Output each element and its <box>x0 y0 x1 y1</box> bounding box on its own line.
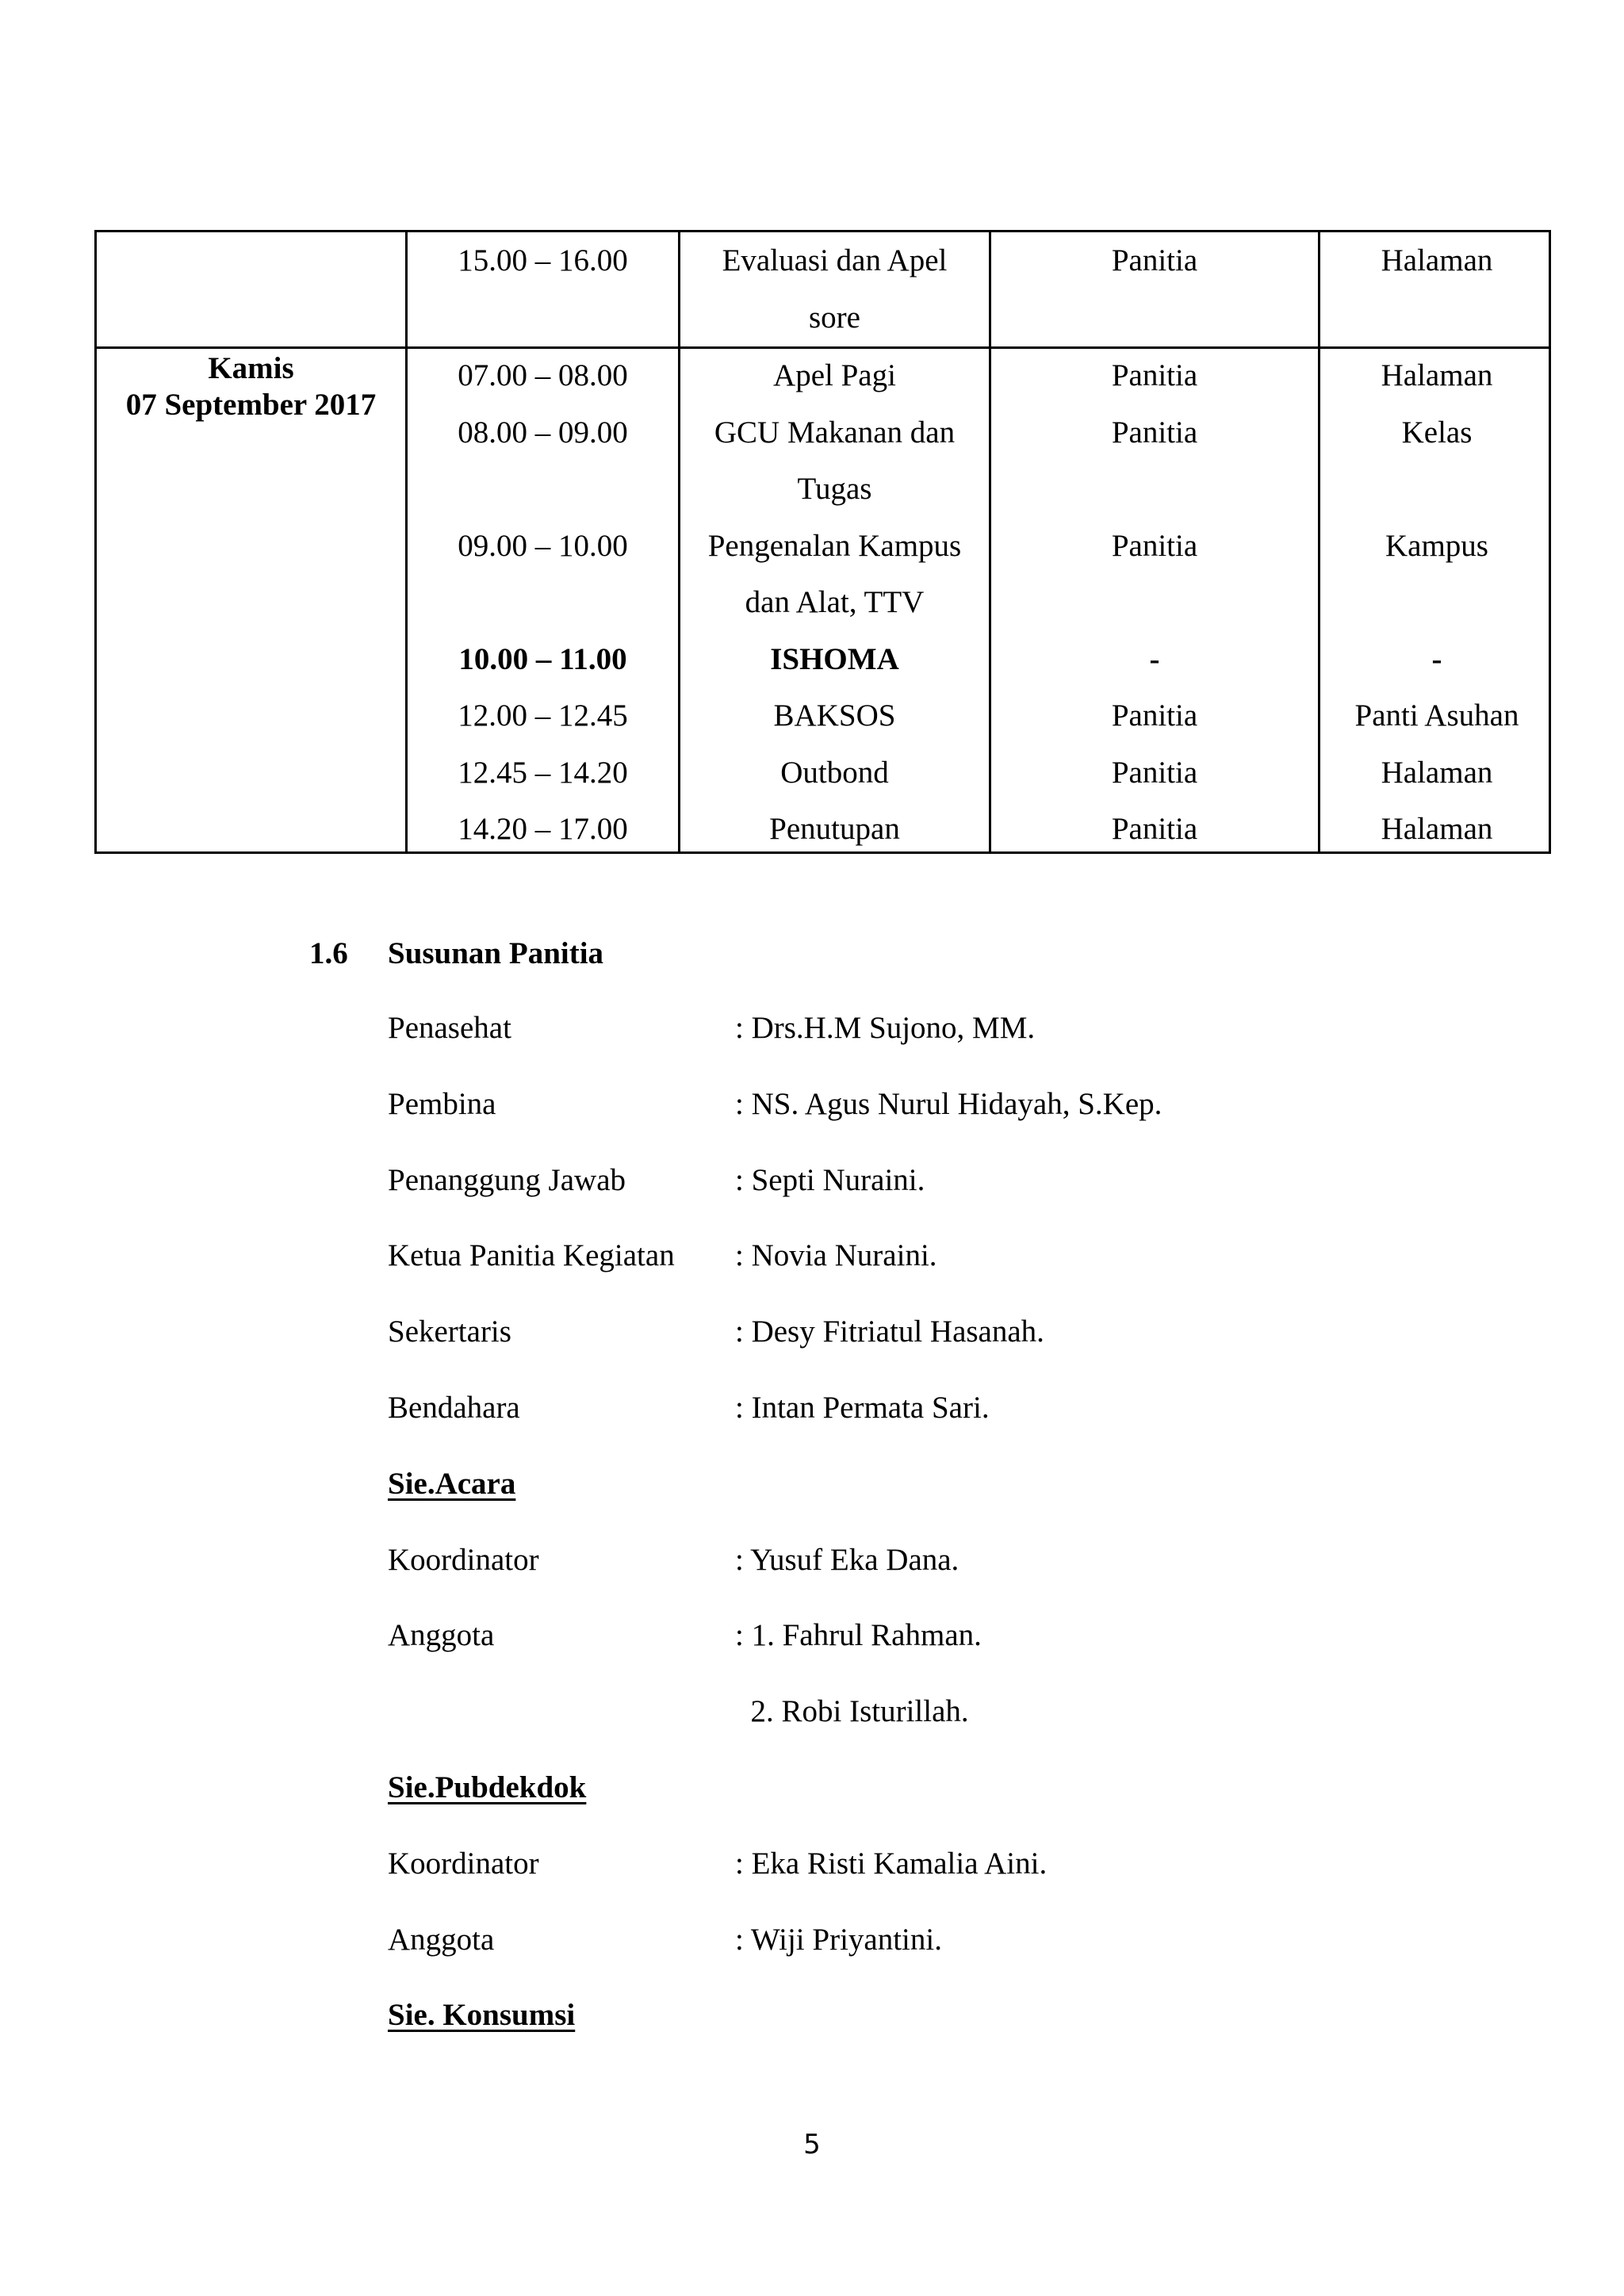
pic-cell: Panitia <box>1111 812 1198 846</box>
role-label: Koordinator <box>388 1542 539 1577</box>
place-cell: - <box>1431 641 1442 676</box>
member-name: : Intan Permata Sari. <box>735 1391 990 1425</box>
role-label: Ketua Panitia Kegiatan <box>388 1238 675 1273</box>
member-name: : NS. Agus Nurul Hidayah, S.Kep. <box>735 1086 1162 1121</box>
role-label: Anggota <box>388 1922 495 1957</box>
place-cell: Kelas <box>1401 415 1473 450</box>
time-cell: 12.00 – 12.45 <box>458 698 628 733</box>
pic-cell: Panitia <box>1111 415 1198 450</box>
day-date: 07 September 2017 <box>125 388 377 422</box>
role-label: Sekertaris <box>388 1314 511 1349</box>
member-name: : Desy Fitriatul Hasanah. <box>735 1314 1044 1349</box>
section-number: 1.6 <box>309 936 348 970</box>
member-name: : Drs.H.M Sujono, MM. <box>735 1011 1036 1045</box>
place-cell: Halaman <box>1381 812 1493 846</box>
time-cell: 08.00 – 09.00 <box>458 415 628 450</box>
activity-cell: Penutupan <box>769 812 900 846</box>
activity-cell: GCU Makanan dan <box>714 415 956 450</box>
time-cell: 12.45 – 14.20 <box>458 755 628 790</box>
place-cell: Halaman <box>1381 243 1493 277</box>
activity-cell: Pengenalan Kampus <box>707 528 962 563</box>
pic-cell: Panitia <box>1111 358 1198 392</box>
place-cell: Panti Asuhan <box>1354 698 1519 733</box>
activity-cell: ISHOMA <box>770 641 899 676</box>
time-cell: 10.00 – 11.00 <box>458 641 627 676</box>
time-cell: 15.00 – 16.00 <box>458 243 628 277</box>
time-cell: 07.00 – 08.00 <box>458 358 628 392</box>
member-name: : 1. Fahrul Rahman. <box>735 1618 982 1653</box>
role-label: Pembina <box>388 1086 496 1121</box>
activity-cell: dan Alat, TTV <box>745 585 925 619</box>
member-name: 2. Robi Isturillah. <box>735 1694 969 1729</box>
member-name: : Septi Nuraini. <box>735 1162 925 1197</box>
place-cell: Halaman <box>1381 755 1493 790</box>
pic-cell: Panitia <box>1111 528 1198 563</box>
role-label: Penanggung Jawab <box>388 1162 626 1197</box>
pic-cell: - <box>1149 641 1160 676</box>
role-label: Anggota <box>388 1618 495 1653</box>
activity-cell: Outbond <box>780 755 889 790</box>
schedule-table <box>94 230 1551 854</box>
member-name: : Eka Risti Kamalia Aini. <box>735 1846 1048 1881</box>
time-cell: 14.20 – 17.00 <box>458 812 628 846</box>
section-title: Susunan Panitia <box>388 936 604 970</box>
activity-cell: sore <box>809 300 860 335</box>
activity-cell: Tugas <box>797 472 872 506</box>
subsection-heading: Sie.Pubdekdok <box>388 1770 587 1804</box>
member-name: : Novia Nuraini. <box>735 1238 937 1273</box>
role-label: Koordinator <box>388 1846 539 1881</box>
place-cell: Halaman <box>1381 358 1493 392</box>
activity-cell: Evaluasi dan Apel <box>722 243 948 277</box>
role-label: Bendahara <box>388 1391 520 1425</box>
page-number: 5 <box>803 2129 821 2160</box>
pic-cell: Panitia <box>1111 243 1198 277</box>
time-cell: 09.00 – 10.00 <box>458 528 628 563</box>
pic-cell: Panitia <box>1111 755 1198 790</box>
subsection-heading: Sie.Acara <box>388 1466 516 1501</box>
role-label: Penasehat <box>388 1011 511 1045</box>
activity-cell: Apel Pagi <box>773 358 896 392</box>
pic-cell: Panitia <box>1111 698 1198 733</box>
day-name: Kamis <box>208 351 294 385</box>
activity-cell: BAKSOS <box>773 698 896 733</box>
member-name: : Wiji Priyantini. <box>735 1922 942 1957</box>
place-cell: Kampus <box>1385 528 1488 563</box>
member-name: : Yusuf Eka Dana. <box>735 1542 959 1577</box>
subsection-heading: Sie. Konsumsi <box>388 1998 576 2033</box>
